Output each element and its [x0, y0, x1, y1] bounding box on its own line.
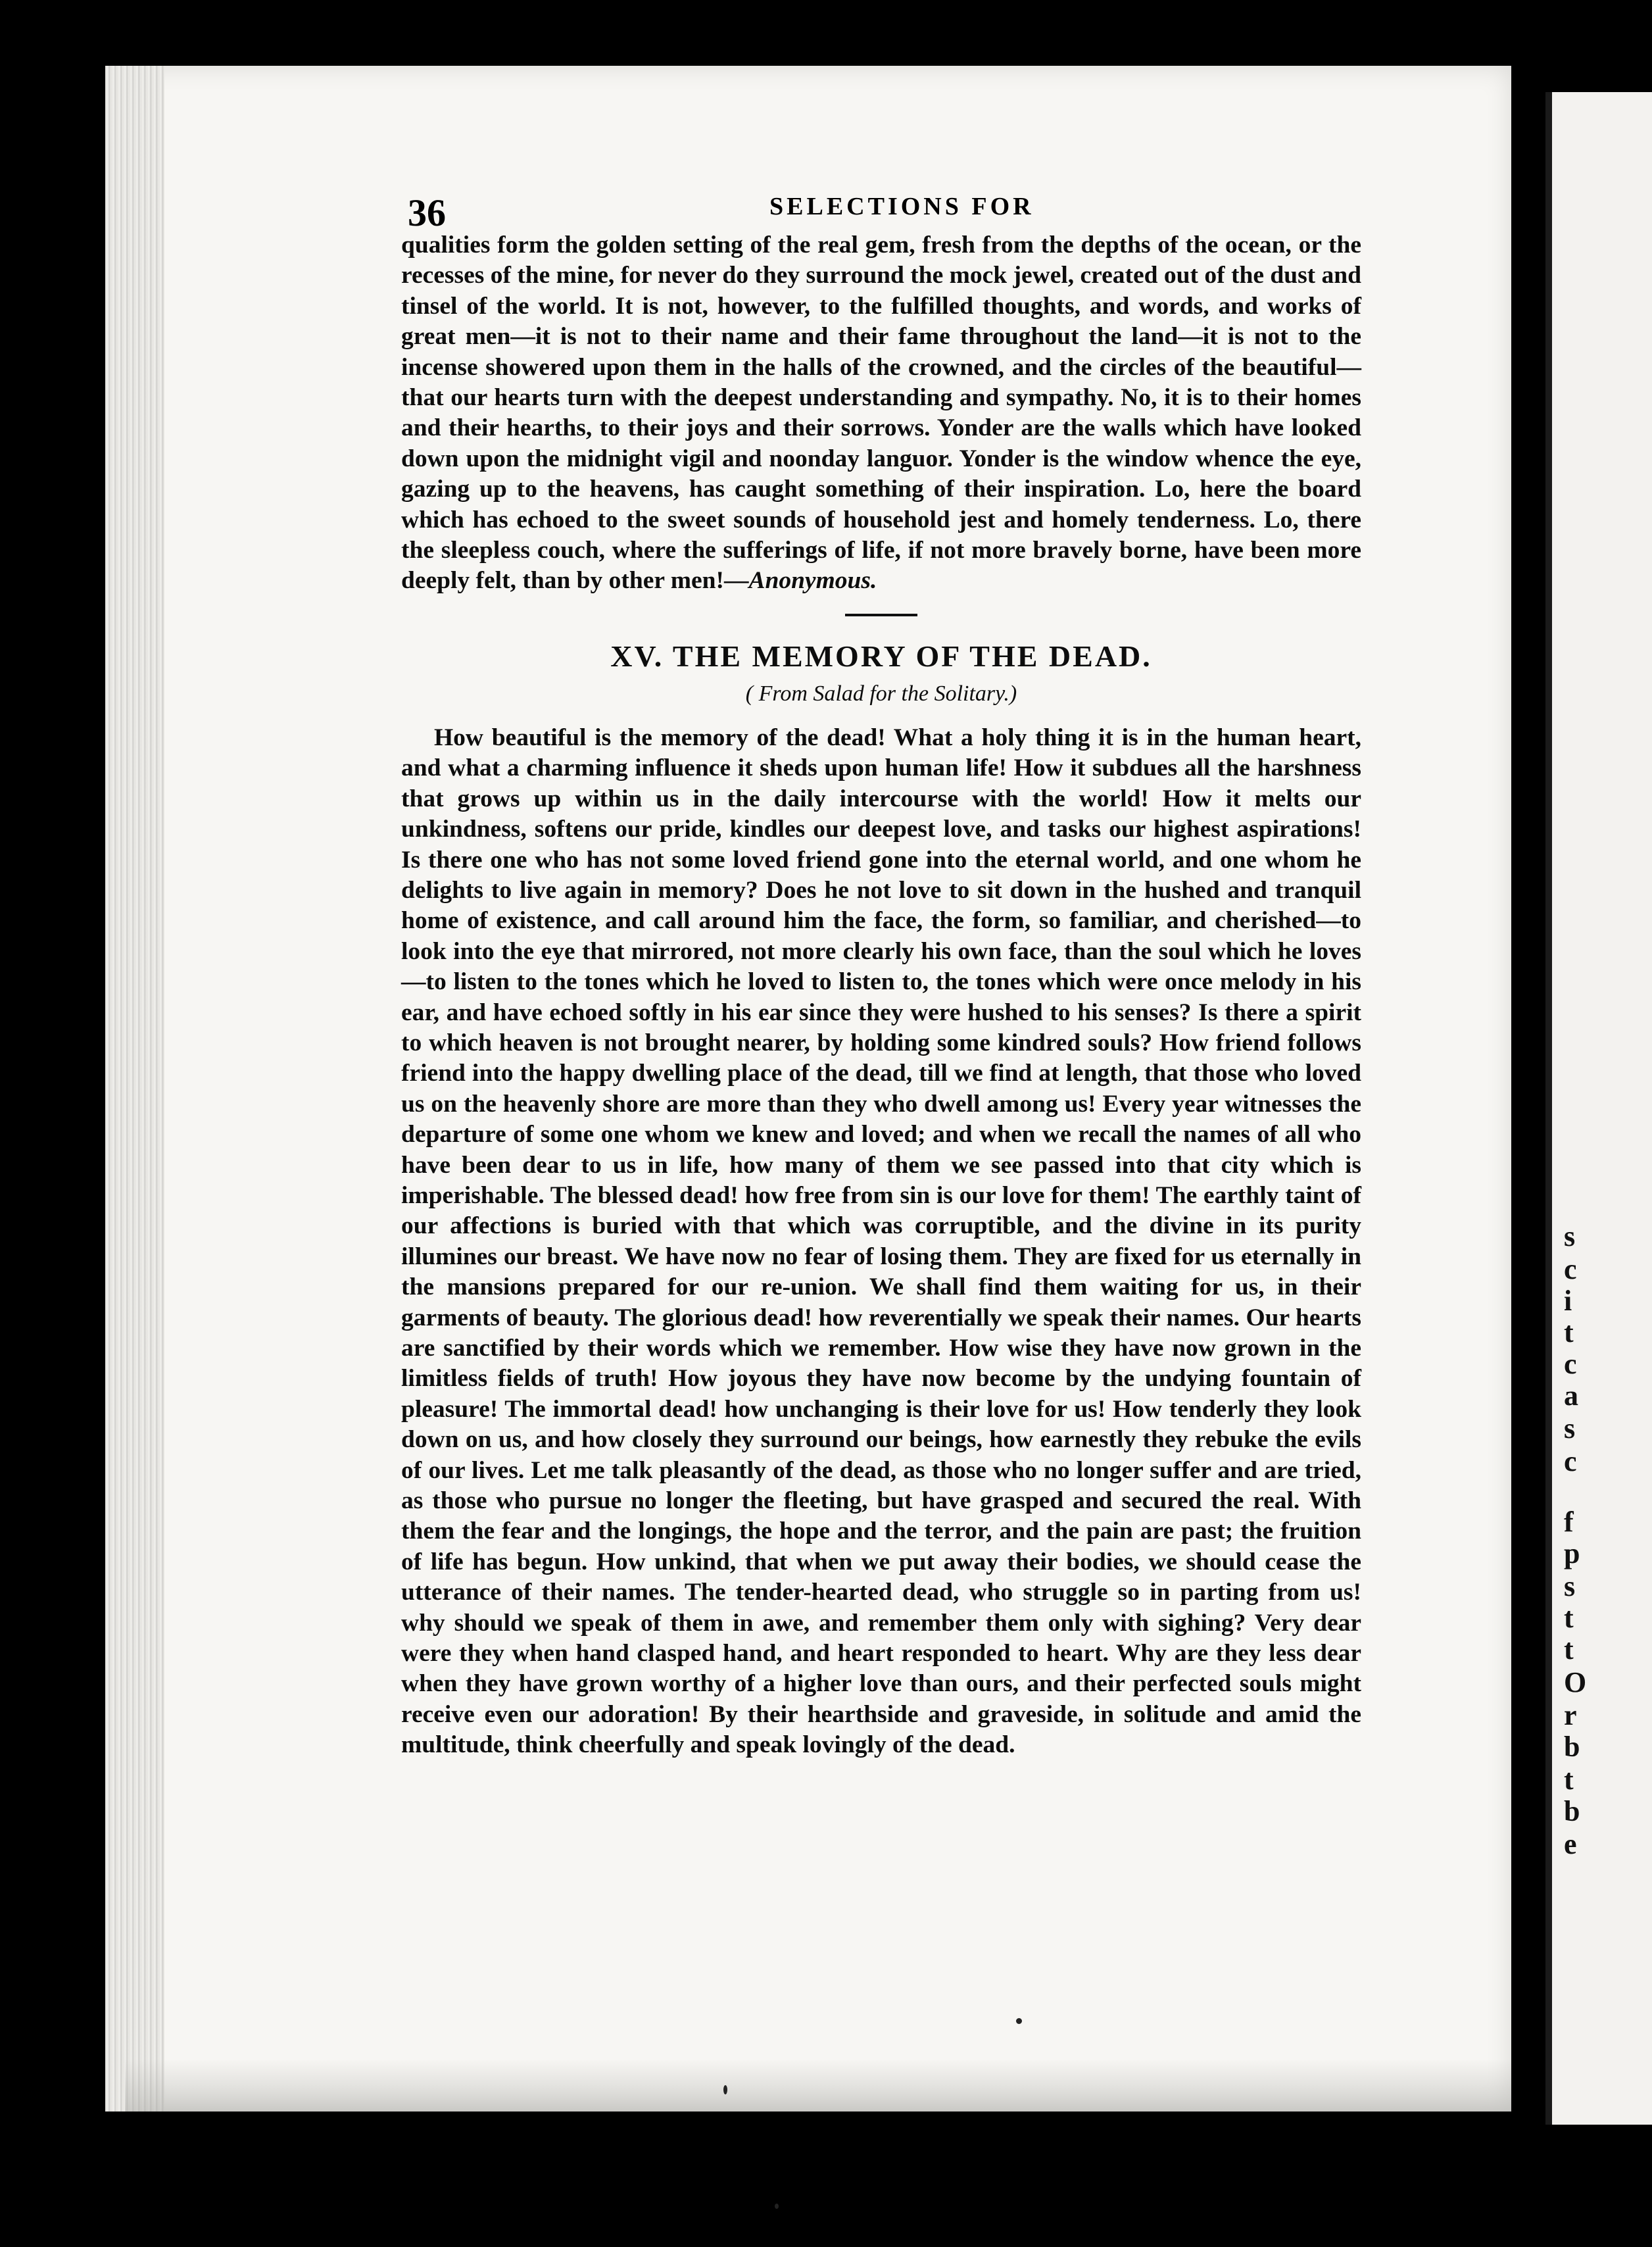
running-title: SELECTIONS FOR [769, 193, 1034, 220]
page-text [401, 230, 1361, 1761]
scan-speck [723, 2085, 727, 2094]
adjacent-fragment: s [1564, 1220, 1576, 1252]
adjacent-page-strip [1545, 92, 1652, 2125]
adjacent-fragment: t [1564, 1633, 1574, 1666]
opening-text: qualities form the golden setting of the real gem, fresh from the depths of the ocean, or the recesses of the mine, for never do they surround the mock jewel, created out of the dust and tinsel of the world. It is not, however, to the fulfilled thoughts, and words, and works of great men—it is not to their name and their fame throughout the land—it is not to the incense showered upon them in the halls of the crowned, and the circles of the beautiful—that our hearts turn with the deepest understanding and sympathy. No, it is to their homes and their hearths, to their joys and their sorrows. Yonder are the walls which have looked down upon the midnight vigil and noonday languor. Yonder is the window whence the eye, gazing up to the heavens, has caught something of their inspiration. Lo, here the board which has echoed to the sweet sounds of household jest and homely tenderness. Lo, there the sleepless couch, where the sufferings of life, if not more bravely borne, have been more deeply felt, than by other men!— [401, 232, 1361, 595]
adjacent-fragment: c [1564, 1445, 1577, 1477]
adjacent-fragment: c [1564, 1348, 1577, 1380]
opening-paragraph [401, 230, 1361, 597]
adjacent-fragment: c [1564, 1253, 1577, 1285]
adjacent-fragment: a [1564, 1379, 1578, 1412]
adjacent-fragment: e [1564, 1828, 1577, 1860]
adjacent-fragment: t [1564, 1602, 1574, 1634]
page-number: 36 [408, 191, 446, 234]
scan-speck [1016, 2018, 1022, 2024]
adjacent-fragment: i [1564, 1285, 1572, 1317]
adjacent-fragment: t [1564, 1764, 1574, 1796]
section-body: How beautiful is the memory of the dead! What a holy thing it is in the human heart, and what a charming influence it sheds upon human life! How it subdues all the harshness that grows up within us in the daily intercourse with the world! How it melts our unkindness, softens our pride, kindles our deepest love, and tasks our highest aspirations! Is there one who has not some loved friend gone into the eternal world, and one whom he delights to live again in memory? Does he not love to sit down in the hushed and tranquil home of existence, and call around him the face, the form, so familiar, and cherished—to look into the eye that mirrored, not more clearly his own face, than the soul which he loves—to listen to the tones which he loved to listen to, the tones which were once melody in his ear, and have echoed softly in his ear since they were hushed to his senses? Is there a spirit to which heaven is not brought nearer, by holding some kindred souls? How friend follows friend into the happy dwelling place of the dead, till we find at length, that those who loved us on the heavenly shore are more than they who dwell among us! Every year witnesses the departure of some one whom we knew and loved; and when we recall the names of all who have been dear to us in life, how many of them we see passed into that city which is imperishable. The blessed dead! how free from sin is our love for them! The earthly taint of our affections is buried with that which was corruptible, and the divine in its purity illumines our breast. We have now no fear of losing them. They are fixed for us eternally in the mansions prepared for our re-union. We shall find them waiting for us, in their garments of beauty. The glorious dead! how reverentially we speak their names. Our hearts are sanctified by their words which we remember. How wise they have now grown in the limitless fields of truth! How joyous they have now become by the undying fountain of pleasure! The immortal dead! how unchanging is their love for us! How tenderly they look down on us, and how closely they surround our beings, how earnestly they rebuke the evils of our lives. Let me talk pleasantly of the dead, as those who no longer suffer and are tried, as those who pursue no longer the fleeting, but have grasped and secured the real. With them the fear and the longings, the hope and the terror, and the pain are past; the fruition of life has begun. How unkind, that when we put away their bodies, we should cease the utterance of their names. The tender-hearted dead, who struggle so in parting from us! why should we speak of them in awe, and remember them only with sighing? Very dear were they when hand clasped hand, and heart responded to heart. Why are they less dear when they have grown worthy of a higher love than ours, and their perfected souls might receive even our adoration! By their hearthside and graveside, in solitude and amid the multitude, think cheerfully and speak lovingly of the dead. [401, 724, 1361, 1759]
scan-speck [775, 2204, 779, 2209]
adjacent-fragment: t [1564, 1316, 1574, 1348]
adjacent-fragment: b [1564, 1795, 1580, 1827]
section-source: ( From Salad for the Solitary.) [745, 681, 1017, 706]
adjacent-fragment: f [1564, 1506, 1574, 1538]
page-stack-edge [105, 66, 164, 2111]
section-divider [845, 614, 917, 616]
adjacent-fragment: O [1564, 1666, 1587, 1698]
adjacent-fragment: b [1564, 1731, 1580, 1763]
opening-attribution: Anonymous. [748, 567, 877, 595]
adjacent-fragment: s [1564, 1570, 1576, 1602]
page-bottom-shadow [125, 2059, 1511, 2111]
adjacent-fragment: r [1564, 1699, 1577, 1731]
section-title: XV. THE MEMORY OF THE DEAD. [610, 639, 1152, 673]
adjacent-fragment: s [1564, 1412, 1576, 1444]
adjacent-fragment: p [1564, 1537, 1580, 1569]
